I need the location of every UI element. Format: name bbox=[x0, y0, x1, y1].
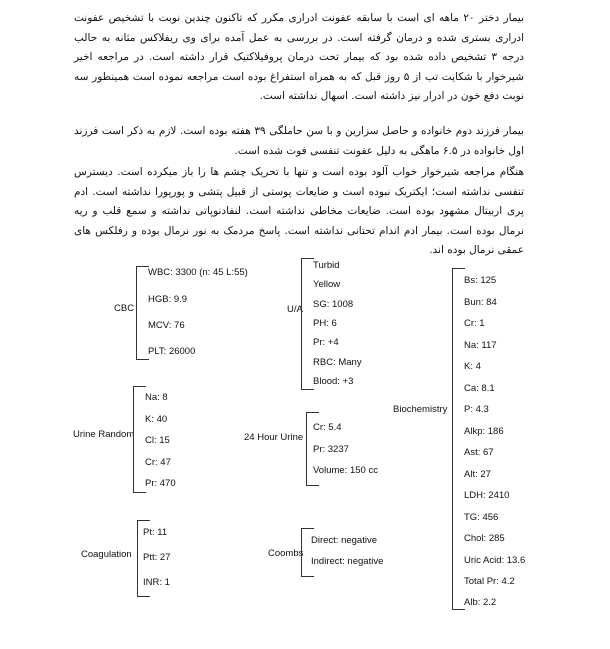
urine-random-label: Urine Random bbox=[73, 429, 135, 440]
biochem-na: Na: 117 bbox=[464, 340, 497, 351]
biochem-k: K: 4 bbox=[464, 361, 481, 372]
biochemistry-label: Biochemistry bbox=[393, 404, 448, 415]
cbc-mcv: MCV: 76 bbox=[148, 320, 185, 331]
coombs-direct: Direct: negative bbox=[311, 535, 378, 546]
coagulation-inr: INR: 1 bbox=[143, 577, 170, 588]
cbc-label: CBC bbox=[114, 303, 135, 314]
ua-protein: Pr: +4 bbox=[313, 337, 339, 348]
coombs-indirect: Indirect: negative bbox=[311, 556, 384, 567]
cbc-wbc: WBC: 3300 (n: 45 L:55) bbox=[148, 267, 248, 278]
coagulation-label: Coagulation bbox=[81, 549, 132, 560]
urine-random-na: Na: 8 bbox=[145, 392, 168, 403]
coagulation-ptt: Ptt: 27 bbox=[143, 552, 171, 563]
urine-random-k: K: 40 bbox=[145, 414, 168, 425]
history-paragraph-2: بیمار فرزند دوم خانواده و حاصل سزارین و با سن حاملگی ۳۹ هفته بوده است. لازم به ذکر است فرزند اول خانواده در ۶.۵ ماهگی به دلیل عفونت تنفسی فوت شده است. bbox=[74, 125, 524, 157]
coagulation-pt: Pt: 11 bbox=[143, 527, 168, 538]
ua-sg: SG: 1008 bbox=[313, 299, 354, 310]
urine-24h-cr: Cr: 5.4 bbox=[313, 422, 342, 433]
biochem-ldh: LDH: 2410 bbox=[464, 490, 510, 501]
biochem-alb: Alb: 2.2 bbox=[464, 597, 497, 608]
ua-label: U/A bbox=[287, 304, 303, 315]
urine-random-cr: Cr: 47 bbox=[145, 457, 171, 468]
ua-ph: PH: 6 bbox=[313, 318, 337, 329]
biochem-total-pr: Total Pr: 4.2 bbox=[464, 576, 515, 587]
coombs-label: Coombs bbox=[268, 548, 304, 559]
urine-random-pr: Pr: 470 bbox=[145, 478, 176, 489]
biochem-uric-acid: Uric Acid: 13.6 bbox=[464, 555, 526, 566]
cbc-hgb: HGB: 9.9 bbox=[148, 294, 188, 305]
ua-color: Yellow bbox=[313, 279, 341, 290]
ua-rbc: RBC: Many bbox=[313, 357, 362, 368]
biochem-ca: Ca: 8.1 bbox=[464, 383, 495, 394]
biochem-tg: TG: 456 bbox=[464, 512, 499, 523]
ua-appearance: Turbid bbox=[313, 260, 340, 271]
urine-24h-label: 24 Hour Urine bbox=[244, 432, 304, 443]
biochem-cr: Cr: 1 bbox=[464, 318, 485, 329]
biochem-bs: Bs: 125 bbox=[464, 275, 497, 286]
biochem-chol: Chol: 285 bbox=[464, 533, 505, 544]
biochem-bun: Bun: 84 bbox=[464, 297, 497, 308]
biochem-alkp: Alkp: 186 bbox=[464, 426, 504, 437]
urine-24h-volume: Volume: 150 cc bbox=[313, 465, 378, 476]
biochem-alt: Alt: 27 bbox=[464, 469, 491, 480]
biochem-p: P: 4.3 bbox=[464, 404, 489, 415]
biochem-ast: Ast: 67 bbox=[464, 447, 494, 458]
ua-blood: Blood: +3 bbox=[313, 376, 354, 387]
history-paragraph-3: هنگام مراجعه شیرخوار خواب آلود بوده است و تنها با تحریک چشم ها را باز میکرده است. دیسترس تنفسی نداشته است؛ ایکتریک نبوده است و ضایعات پوستی از قبیل پتشی و پورپورا نداشته است. ادم پری اربیتال مشهود بوده است. ضایعات مخاطی نداشته است. لنفادنوپاتی نداشته و سمع قلب و ریه نرمال بوده است. بیمار ادم اندام تحتانی نداشته است. پاسخ مردمک به نور نرمال بوده و رفلکس های عمقی نرمال بوده اند. bbox=[74, 166, 524, 257]
urine-24h-pr: Pr: 3237 bbox=[313, 444, 349, 455]
urine-random-cl: Cl: 15 bbox=[145, 435, 170, 446]
history-paragraph-1: بیمار دختر ۲۰ ماهه ای است با سابقه عفونت ادراری مکرر که تاکنون چندین نوبت با تشخیص عفونت ادراری بستری شده و درمان گرفته است. در بررسی به عمل آمده برای وی ریفلاکس مثانه به حالب درجه ۳ تشخیص داده شده بود که بیمار تحت درمان پروفیلاکتیک قرار داشته است. در مراجعه اخیر شیرخوار با شکایت تب از ۵ روز قبل که به همراه استفراغ بوده است مراجعه نموده است همینطور سه نوبت دفع خون در ادرار نیز داشته است. اسهال نداشته است. bbox=[74, 12, 524, 103]
cbc-plt: PLT: 26000 bbox=[148, 346, 196, 357]
